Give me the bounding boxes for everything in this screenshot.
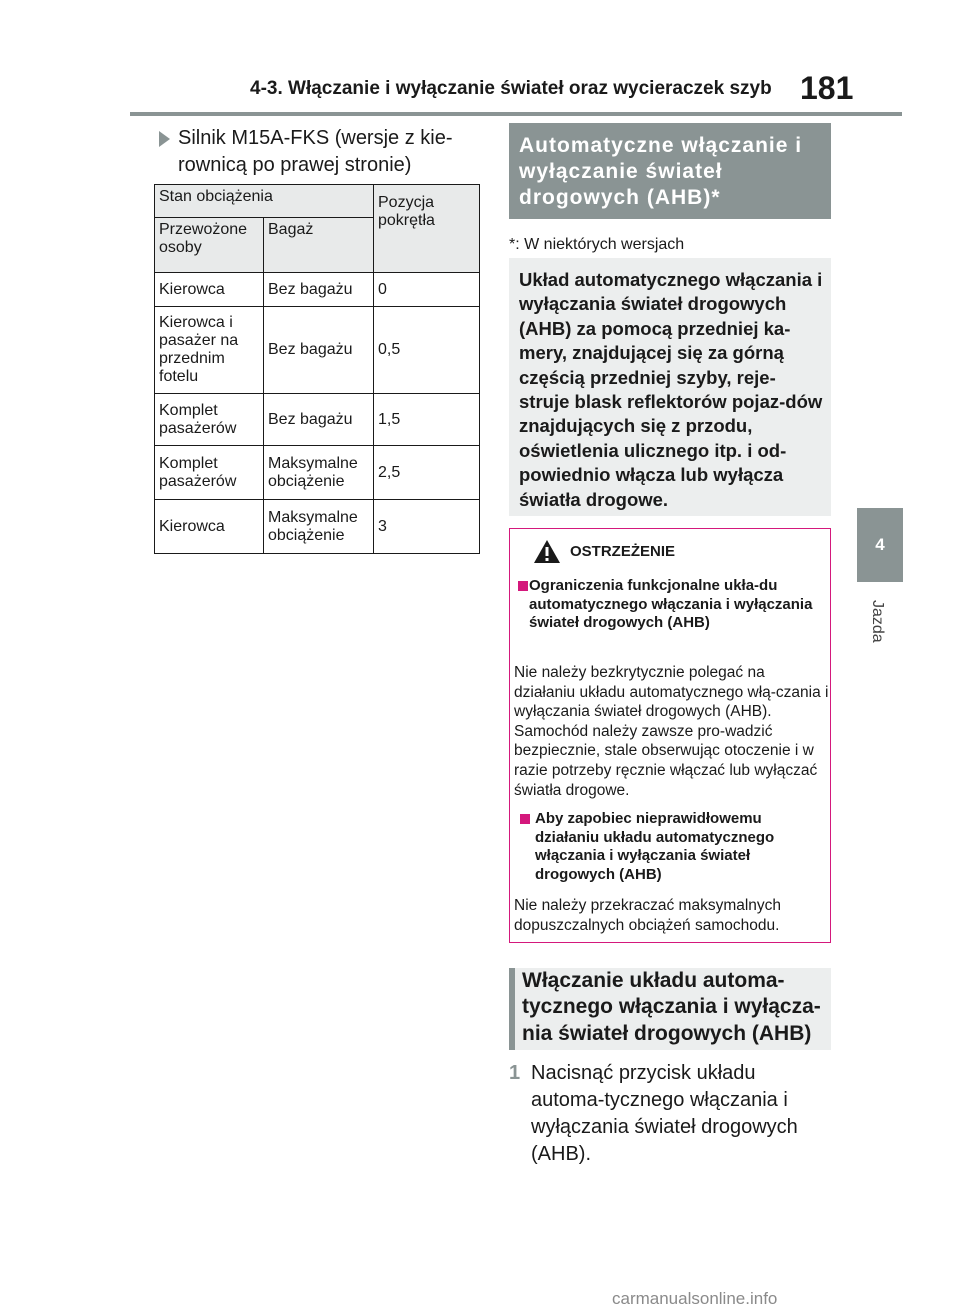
warning-header: [510, 529, 830, 569]
table-row: [155, 446, 480, 500]
square-bullet-icon: [518, 581, 528, 591]
warning-heading-text: Aby zapobiec nieprawidłowemu działaniu układu automatycznego włączania i wyłączania świateł drogowych (AHB): [535, 810, 775, 883]
warning-heading: [514, 577, 824, 633]
watermark: carmanualsonline.info: [612, 1289, 778, 1308]
page-number: 181: [800, 70, 854, 106]
table-header-group: Stan obciążenia: [155, 185, 374, 218]
table-cell: 0,5: [374, 307, 480, 394]
table-row: [155, 500, 480, 554]
table-cell: 2,5: [374, 446, 480, 500]
enable-section-box: [509, 968, 831, 1050]
table-row: [155, 307, 480, 394]
table-cell: Maksymalne obciążenie: [264, 446, 374, 500]
warning-box: [509, 528, 831, 943]
step-number: 1: [509, 1062, 521, 1084]
table-cell: Maksymalne obciążenie: [264, 500, 374, 554]
triangle-bullet-icon: [159, 131, 170, 147]
warning-heading-text: Ograniczenia funkcjonalne ukła-du automatycznego włączania i wyłączania świateł drogowych (AHB): [529, 577, 813, 631]
square-bullet-icon: [520, 814, 530, 824]
table-cell: Komplet pasażerów: [155, 394, 264, 446]
table-cell: 1,5: [374, 394, 480, 446]
warning-paragraph: Nie należy przekraczać maksymalnych dopuszczalnych obciążeń samochodu.: [514, 897, 782, 934]
table-cell: 3: [374, 500, 480, 554]
footnote: *: W niektórych wersjach: [509, 236, 685, 253]
table-cell: Komplet pasażerów: [155, 446, 264, 500]
load-table: [154, 184, 480, 554]
step-text: Nacisnąć przycisk układu automa-tycznego włączania i wyłączania świateł drogowych (AHB).: [531, 1062, 798, 1165]
header-divider: [130, 112, 902, 116]
engine-variant-text: Silnik M15A-FKS (wersje z kie-rownicą po prawej stronie): [178, 127, 453, 176]
step-item: [509, 1060, 831, 1168]
intro-text: Układ automatycznego włączania i wyłączania świateł drogowych (AHB) za pomocą przedniej ka-mery, znajdującej się za górną częścią przedniej szyby, reje-struje blask reflektorów pojaz-dów znajdujących się z przodu, oświetlenia ulicznego itp. i od-powiednio włącza lub wyłącza światła drogowe.: [519, 269, 823, 510]
enable-section-title: Włączanie układu automa-tycznego włączania i wyłącza-nia świateł drogowych (AHB): [522, 969, 821, 1045]
section-accent-bar: [509, 968, 515, 1050]
engine-variant-line: [160, 125, 480, 179]
table-cell: Kierowca i pasażer na przednim fotelu: [155, 307, 264, 394]
ahb-title-box: [509, 123, 831, 219]
table-cell: Bez bagażu: [264, 273, 374, 307]
table-cell: 0: [374, 273, 480, 307]
table-header-luggage: Bagaż: [264, 218, 374, 273]
table-header-dial: [374, 185, 480, 273]
table-header-dial-text: Pozycja pokrętła: [378, 194, 435, 229]
table-cell: Kierowca: [155, 500, 264, 554]
section-label: Jazda: [869, 600, 886, 643]
intro-box: [509, 258, 831, 516]
table-cell: Bez bagażu: [264, 394, 374, 446]
table-row: [155, 273, 480, 307]
running-header: 4-3. Włączanie i wyłączanie świateł oraz wycieraczek szyb: [250, 78, 772, 99]
section-tab[interactable]: 4: [857, 508, 903, 582]
table-cell: Kierowca: [155, 273, 264, 307]
table-cell: Bez bagażu: [264, 307, 374, 394]
warning-icon: [533, 539, 561, 564]
table-header-passengers: Przewożone osoby: [155, 218, 264, 273]
ahb-section-title: Automatyczne włączanie i wyłączanie świateł drogowych (AHB)*: [519, 134, 803, 209]
warning-paragraph: Nie należy bezkrytycznie polegać na działaniu układu automatycznego włą-czania i wyłączania świateł drogowych (AHB). Samochód należy zawsze pro-wadzić bezpiecznie, stale obserwując otoczenie i w razie potrzeby ręcznie włączać lub wyłączać światła drogowe.: [514, 664, 829, 799]
warning-label: OSTRZEŻENIE: [570, 543, 676, 560]
table-row: [155, 394, 480, 446]
warning-heading: [520, 810, 824, 884]
